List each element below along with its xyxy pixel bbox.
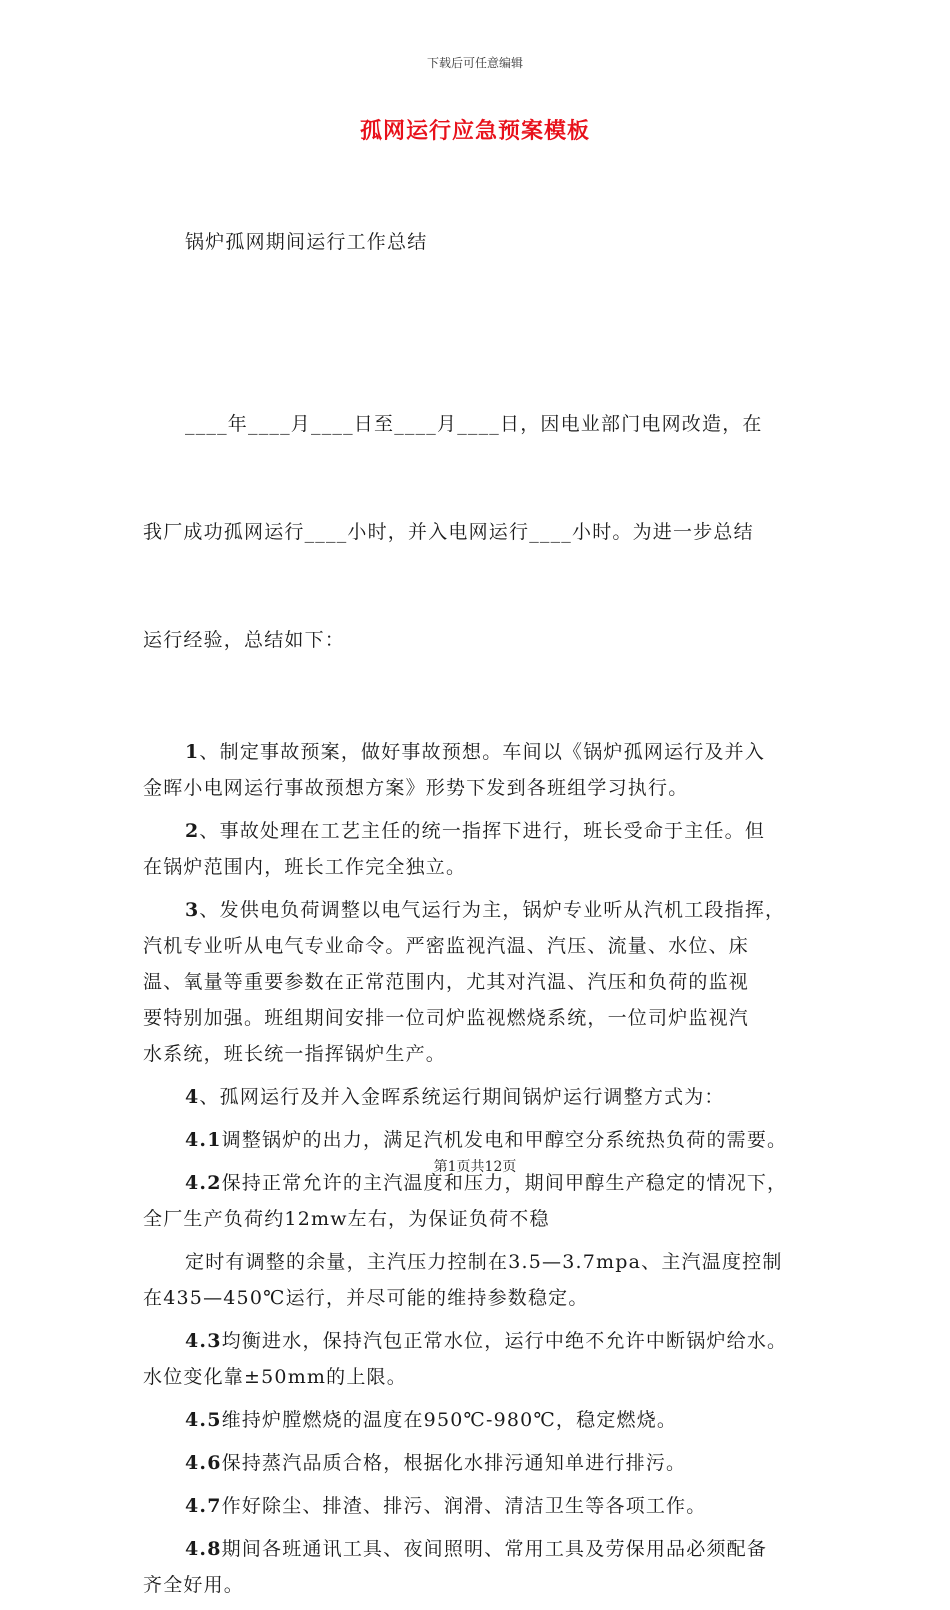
list-item-line (143, 1567, 833, 1603)
item-text: 温、氧量等重要参数在正常范围内，尤其对汽温、汽压和负荷的监视 (143, 971, 750, 993)
list-item-line (143, 1280, 833, 1316)
list-item (143, 1244, 833, 1316)
list-item-line (143, 770, 833, 806)
item-text: 在锅炉范围内，班长工作完全独立。 (143, 856, 467, 878)
list-item (143, 1488, 833, 1524)
list-item (143, 1445, 833, 1481)
list-item-line (143, 849, 833, 885)
item-text: 定时有调整的余量，主汽压力控制在3.5—3.7mpa、主汽温度控制 (185, 1251, 783, 1273)
item-text: 汽机专业听从电气专业命令。严密监视汽温、汽压、流量、水位、床 (143, 935, 750, 957)
intro-paragraph (143, 334, 833, 730)
subtitle: 锅炉孤网期间运行工作总结 (185, 231, 428, 253)
item-text: 水系统，班长统一指挥锅炉生产。 (143, 1043, 447, 1065)
item-number: 4.1 (185, 1129, 222, 1151)
item-text: 金晖小电网运行事故预想方案》形势下发到各班组学习执行。 (143, 777, 689, 799)
item-text: 均衡进水，保持汽包正常水位，运行中绝不允许中断锅炉给水。 (221, 1330, 788, 1352)
item-number: 4.2 (185, 1172, 222, 1194)
list-item-line (143, 1531, 833, 1567)
item-text: 在435—450℃运行，并尽可能的维持参数稳定。 (143, 1287, 589, 1309)
list-item-line (143, 1244, 833, 1280)
list-item-line (143, 813, 833, 849)
item-number: 1 (185, 741, 200, 763)
item-number: 2 (185, 820, 200, 842)
list-item-line (143, 1201, 833, 1237)
item-number: 4.3 (185, 1330, 222, 1352)
list-item (143, 1323, 833, 1395)
list-item-line (143, 964, 833, 1000)
list-item-line (143, 892, 833, 928)
page-footer: 第1页共12页 (433, 1159, 517, 1175)
item-text: 全厂生产负荷约12mw左右，为保证负荷不稳 (143, 1208, 550, 1230)
item-number: 4.8 (185, 1538, 222, 1560)
intro-line: 运行经验，总结如下： (143, 629, 346, 651)
list-item-line (143, 1122, 833, 1158)
item-text: 齐全好用。 (143, 1574, 245, 1596)
list-item-line (143, 1036, 833, 1072)
list-item-line (143, 1488, 833, 1524)
item-text: 、发供电负荷调整以电气运行为主，锅炉专业听从汽机工段指挥， (199, 899, 786, 921)
list-item-line (143, 1402, 833, 1438)
item-text: 、制定事故预案，做好事故预想。车间以《锅炉孤网运行及并入 (199, 741, 766, 763)
item-text: 作好除尘、排渣、排污、润滑、清洁卫生等各项工作。 (221, 1495, 707, 1517)
list-item-line (143, 1000, 833, 1036)
item-text: 保持蒸汽品质合格，根据化水排污通知单进行排污。 (221, 1452, 687, 1474)
header-note: 下载后可任意编辑 (426, 56, 523, 70)
list-item (143, 1402, 833, 1438)
item-text: 、事故处理在工艺主任的统一指挥下进行，班长受命于主任。但 (199, 820, 766, 842)
item-text: 调整锅炉的出力，满足汽机发电和甲醇空分系统热负荷的需要。 (221, 1129, 788, 1151)
list-item-line (143, 1445, 833, 1481)
item-number: 4 (185, 1086, 200, 1108)
list-item (143, 1122, 833, 1158)
list-item (143, 813, 833, 885)
item-text: 维持炉膛燃烧的温度在950℃-980℃，稳定燃烧。 (221, 1409, 678, 1431)
list-item-line (143, 928, 833, 964)
list-item (143, 1531, 833, 1603)
item-number: 3 (185, 899, 200, 921)
list-item-line (143, 1079, 833, 1115)
item-text: 要特别加强。班组期间安排一位司炉监视燃烧系统，一位司炉监视汽 (143, 1007, 750, 1029)
item-text: 期间各班通讯工具、夜间照明、常用工具及劳保用品必须配备 (221, 1538, 768, 1560)
list-item (143, 892, 833, 1072)
list-item-line (143, 734, 833, 770)
list-item (143, 734, 833, 806)
item-number: 4.6 (185, 1452, 222, 1474)
intro-line: 我厂成功孤网运行____小时，并入电网运行____小时。为进一步总结 (143, 521, 754, 543)
document-title: 孤网运行应急预案模板 (359, 118, 590, 144)
item-number: 4.5 (185, 1409, 222, 1431)
intro-line: ____年____月____日至____月____日，因电业部门电网改造，在 (185, 413, 763, 435)
item-text: 水位变化靠±50mm的上限。 (143, 1366, 407, 1388)
item-text: 保持正常允许的主汽温度和压力，期间甲醇生产稳定的情况下， (221, 1172, 788, 1194)
list-item (143, 1079, 833, 1115)
document-body (143, 152, 833, 1610)
item-text: 、孤网运行及并入金晖系统运行期间锅炉运行调整方式为： (199, 1086, 725, 1108)
item-number: 4.7 (185, 1495, 222, 1517)
list-item-line (143, 1359, 833, 1395)
list-item-line (143, 1323, 833, 1359)
